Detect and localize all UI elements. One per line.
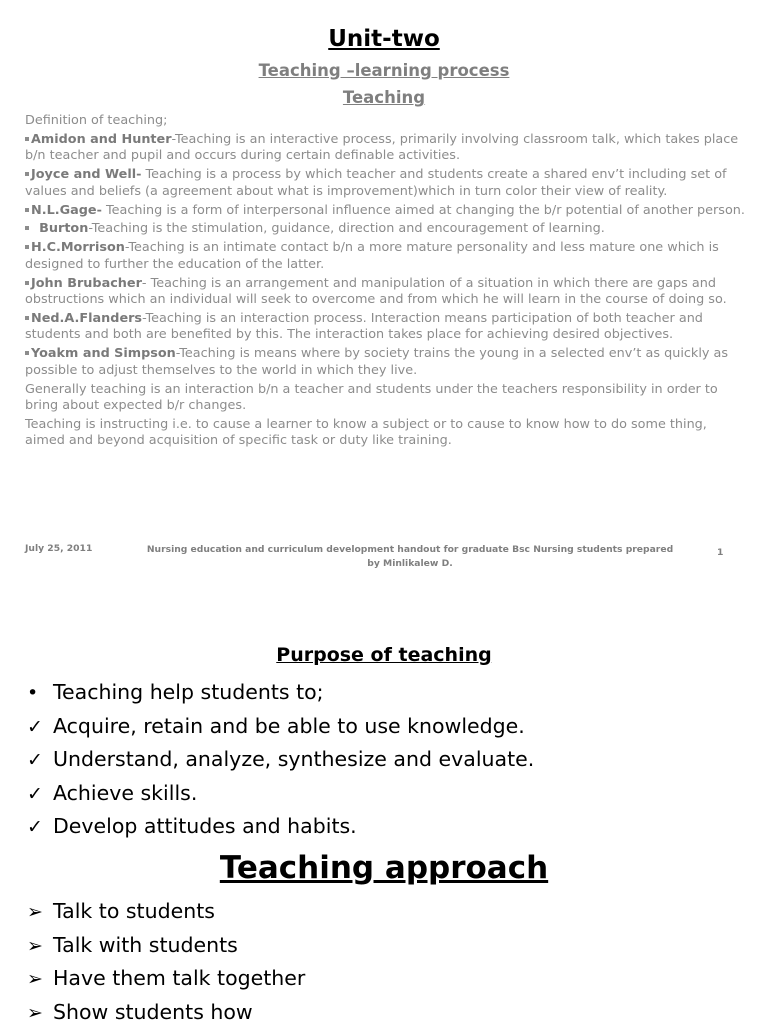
square-bullet-icon: [25, 137, 29, 141]
square-bullet-icon: [25, 281, 29, 285]
definition-author: Burton: [39, 221, 88, 236]
definition-item: [25, 240, 745, 273]
list-item: [27, 743, 534, 777]
arrow-bullet-icon: ➢: [27, 963, 53, 997]
definitions-body: [25, 113, 745, 452]
definition-item: [25, 221, 745, 237]
footer-date: July 25, 2011: [25, 543, 92, 554]
page-number: 1: [717, 547, 723, 558]
definition-item: [25, 276, 745, 309]
approach-heading: Teaching approach: [0, 850, 768, 886]
list-item-text: Talk with students: [53, 933, 238, 957]
footer-note: Nursing education and curriculum development handout for graduate Bsc Nursing students prepared by Minlikalew D.: [140, 543, 680, 571]
list-item: [27, 895, 305, 929]
unit-title: Unit-two: [0, 26, 768, 52]
definition-item: [25, 132, 745, 165]
definition-author: Joyce and Well-: [31, 167, 141, 182]
slide-purpose: [0, 585, 768, 1024]
checkmark-icon: ✓: [27, 778, 53, 812]
square-bullet-icon: [25, 316, 29, 320]
square-bullet-icon: [25, 245, 29, 249]
square-bullet-icon: [25, 208, 29, 212]
purpose-list: [27, 676, 534, 844]
definition-item: [25, 167, 745, 200]
section-heading: Teaching: [0, 88, 768, 107]
definition-author: John Brubacher: [31, 276, 142, 291]
arrow-bullet-icon: ➢: [27, 930, 53, 964]
definition-item: [25, 346, 745, 379]
arrow-bullet-icon: ➢: [27, 896, 53, 930]
square-bullet-icon: [25, 172, 29, 176]
list-item-text: Teaching help students to;: [53, 680, 324, 704]
list-item-text: Talk to students: [53, 899, 215, 923]
list-item: [27, 676, 534, 710]
list-item: [27, 929, 305, 963]
checkmark-icon: ✓: [27, 811, 53, 845]
approach-list: [27, 895, 305, 1029]
list-item-text: Have them talk together: [53, 966, 305, 990]
square-bullet-icon: [25, 351, 29, 355]
bullet-icon: •: [27, 677, 53, 711]
instructing-statement: Teaching is instructing i.e. to cause a learner to know a subject or to cause to know how to do some thing, aimed and beyond acquisition of specific task or duty like training.: [25, 417, 745, 450]
list-item: [27, 777, 534, 811]
definition-text: -Teaching is an interactive process, primarily involving classroom talk, which takes place b/n teacher and pupil and occurs during certain definable activities.: [25, 132, 738, 163]
list-item-text: Acquire, retain and be able to use knowledge.: [53, 714, 525, 738]
purpose-heading: Purpose of teaching: [0, 644, 768, 666]
general-statement: Generally teaching is an interaction b/n a teacher and students under the teachers responsibility in order to bring about expected b/r changes.: [25, 382, 745, 415]
definition-text: Teaching is a form of interpersonal influence aimed at changing the b/r potential of another person.: [102, 203, 745, 218]
definition-text: - Teaching is an arrangement and manipulation of a situation in which there are gaps and obstructions which an individual will seek to overcome and from which he will learn in the course of doing so.: [25, 276, 727, 307]
list-item-text: Develop attitudes and habits.: [53, 814, 357, 838]
square-bullet-icon: [25, 226, 29, 230]
arrow-bullet-icon: ➢: [27, 997, 53, 1030]
definition-text: -Teaching is an intimate contact b/n a more mature personality and less mature one which is designed to further the education of the latter.: [25, 240, 719, 271]
definition-author: Ned.A.Flanders: [31, 311, 142, 326]
list-item: [27, 962, 305, 996]
definition-text: -Teaching is means where by society trains the young in a selected env’t as quickly as possible to adjust themselves to the world in which they live.: [25, 346, 728, 377]
definition-author: Amidon and Hunter: [31, 132, 172, 147]
unit-subtitle: Teaching –learning process: [0, 61, 768, 80]
list-item-text: Achieve skills.: [53, 781, 197, 805]
definition-author: Yoakm and Simpson: [31, 346, 176, 361]
checkmark-icon: ✓: [27, 744, 53, 778]
definition-author: H.C.Morrison: [31, 240, 125, 255]
definition-text: Teaching is a process by which teacher and students create a shared env’t including set of values and beliefs (a agreement about what is improvement)which in turn color their view of reality.: [25, 167, 727, 198]
definition-text: -Teaching is an interaction process. Interaction means participation of both teacher and students and both are benefited by this. The interaction takes place for achieving desired objectives.: [25, 311, 703, 342]
definition-item: [25, 203, 745, 219]
checkmark-icon: ✓: [27, 711, 53, 745]
list-item-text: Show students how: [53, 1000, 253, 1024]
list-item-text: Understand, analyze, synthesize and evaluate.: [53, 747, 534, 771]
list-item: [27, 810, 534, 844]
definitions-intro: Definition of teaching;: [25, 113, 745, 129]
definition-text: -Teaching is the stimulation, guidance, direction and encouragement of learning.: [88, 221, 605, 236]
list-item: [27, 710, 534, 744]
definition-item: [25, 311, 745, 344]
definition-author: N.L.Gage-: [31, 203, 102, 218]
